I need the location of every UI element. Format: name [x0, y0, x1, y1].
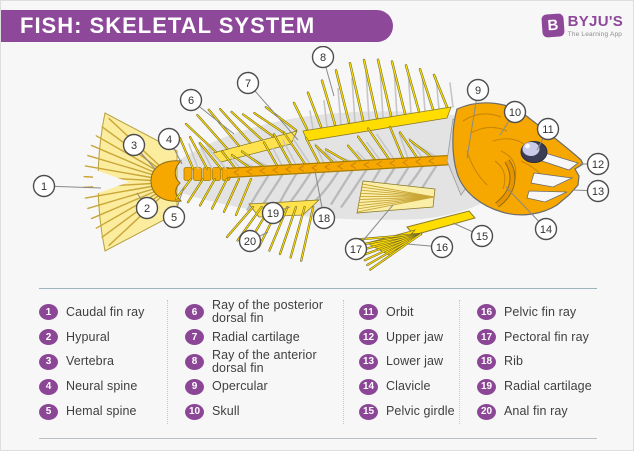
legend-label: Anal fin ray	[504, 404, 568, 419]
legend-number-badge: 15	[359, 404, 378, 420]
legend-label: Skull	[212, 404, 240, 419]
legend-label: Pelvic girdle	[386, 404, 455, 419]
legend-column-1	[39, 300, 167, 424]
byjus-logo	[542, 14, 623, 38]
legend-number-badge: 13	[359, 354, 378, 370]
title-banner	[1, 10, 393, 42]
legend-item	[359, 350, 459, 375]
legend-number-badge: 4	[39, 379, 58, 395]
legend-item	[477, 374, 597, 399]
byjus-icon-letter: B	[546, 16, 559, 35]
legend-number-badge: 7	[185, 329, 204, 345]
callout-number-2: 2	[143, 202, 151, 215]
legend-item	[39, 350, 167, 375]
legend-item	[39, 300, 167, 325]
legend-number-badge: 8	[185, 354, 204, 370]
callout-number-3: 3	[130, 139, 138, 152]
legend-label: Opercular	[212, 379, 268, 394]
legend-item	[185, 350, 343, 375]
legend-top-rule	[39, 288, 597, 289]
fish-skeleton-diagram	[1, 46, 634, 286]
legend-item	[359, 399, 459, 424]
legend-item	[477, 325, 597, 350]
callout-number-19: 19	[266, 207, 280, 220]
legend-label: Hypural	[66, 329, 110, 344]
legend-number-badge: 9	[185, 379, 204, 395]
legend-column-3	[343, 300, 459, 424]
legend-label: Ray of the anterior dorsal fin	[212, 348, 317, 375]
legend-column-4	[459, 300, 597, 424]
legend-label: Pectoral fin ray	[504, 329, 589, 344]
callout-number-15: 15	[475, 230, 489, 243]
callout-number-16: 16	[435, 241, 449, 254]
legend-number-badge: 5	[39, 404, 58, 420]
legend-number-badge: 16	[477, 304, 496, 320]
legend-item	[185, 374, 343, 399]
legend-item	[477, 350, 597, 375]
callout-number-7: 7	[244, 77, 252, 90]
legend-item	[185, 325, 343, 350]
callout-number-6: 6	[187, 94, 195, 107]
legend-item	[39, 374, 167, 399]
legend-label: Orbit	[386, 304, 414, 319]
legend-item	[359, 325, 459, 350]
legend-number-badge: 14	[359, 379, 378, 395]
legend-label: Rib	[504, 354, 524, 369]
legend-label: Radial cartilage	[212, 329, 300, 344]
byjus-logo-name: BYJU'S	[567, 13, 623, 30]
callout-number-14: 14	[539, 223, 553, 236]
legend-item	[477, 399, 597, 424]
legend-item	[185, 300, 343, 325]
legend-number-badge: 2	[39, 329, 58, 345]
byjus-logo-tagline: The Learning App	[567, 31, 623, 38]
legend-label: Neural spine	[66, 379, 138, 394]
callout-number-8: 8	[319, 51, 327, 64]
legend-item	[39, 325, 167, 350]
legend-label: Vertebra	[66, 354, 115, 369]
callout-number-11: 11	[542, 123, 554, 136]
legend-number-badge: 3	[39, 354, 58, 370]
callout-number-20: 20	[243, 235, 257, 248]
legend-label: Caudal fin ray	[66, 304, 145, 319]
legend-number-badge: 11	[359, 304, 378, 320]
legend-label: Hemal spine	[66, 404, 137, 419]
callout-number-9: 9	[474, 84, 482, 97]
legend-number-badge: 1	[39, 304, 58, 320]
legend-item	[477, 300, 597, 325]
legend-column-2	[167, 300, 343, 424]
byjus-logo-text	[568, 14, 623, 38]
legend-item	[39, 399, 167, 424]
callout-number-18: 18	[317, 212, 331, 225]
legend-number-badge: 20	[477, 404, 496, 420]
callout-number-17: 17	[349, 243, 363, 256]
legend-number-badge: 12	[359, 329, 378, 345]
legend-label: Upper jaw	[386, 329, 444, 344]
legend-number-badge: 17	[477, 329, 496, 345]
legend-bottom-rule	[39, 438, 597, 439]
legend-number-badge: 19	[477, 379, 496, 395]
legend-number-badge: 10	[185, 404, 204, 420]
callout-number-4: 4	[165, 133, 173, 146]
legend-item	[185, 399, 343, 424]
callout-number-12: 12	[591, 158, 605, 171]
legend-item	[359, 300, 459, 325]
legend-label: Radial cartilage	[504, 379, 592, 394]
legend-number-badge: 6	[185, 304, 204, 320]
callout-number-5: 5	[170, 211, 178, 224]
legend-label: Clavicle	[386, 379, 431, 394]
legend	[39, 300, 597, 424]
legend-number-badge: 18	[477, 354, 496, 370]
legend-item	[359, 374, 459, 399]
legend-label: Pelvic fin ray	[504, 304, 577, 319]
pelvic-girdle-fin	[359, 211, 475, 270]
byjus-b-icon	[541, 13, 565, 37]
callout-number-13: 13	[591, 185, 605, 198]
legend-label: Ray of the posterior dorsal fin	[212, 298, 324, 326]
legend-label: Lower jaw	[386, 354, 444, 369]
callout-number-1: 1	[40, 180, 48, 193]
page-title: FISH: SKELETAL SYSTEM	[20, 13, 316, 38]
callout-number-10: 10	[508, 106, 522, 119]
